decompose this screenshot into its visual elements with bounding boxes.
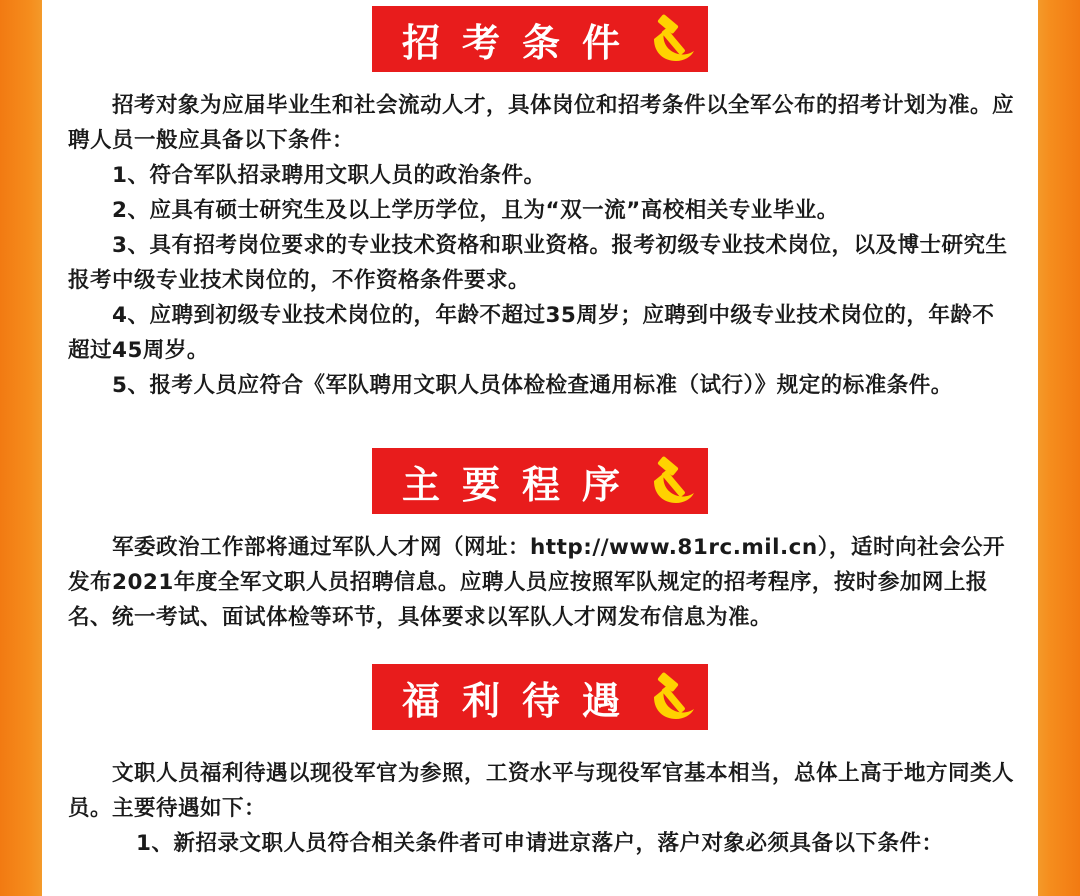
- hammer-sickle-icon: [646, 671, 698, 723]
- requirements-section: [68, 88, 1014, 403]
- list-item: 4、应聘到初级专业技术岗位的，年龄不超过35周岁；应聘到中级专业技术岗位的，年龄不超过45周岁。: [68, 303, 995, 363]
- section-banner-procedure: [372, 448, 708, 514]
- list-item: 2、应具有硕士研究生及以上学历学位，且为“双一流”高校相关专业毕业。: [112, 198, 839, 223]
- list-item: 5、报考人员应符合《军队聘用文职人员体检检查通用标准（试行）》规定的标准条件。: [112, 373, 953, 398]
- hammer-sickle-icon: [646, 455, 698, 507]
- procedure-section: [68, 530, 1014, 635]
- document-page: [42, 0, 1038, 896]
- hammer-sickle-icon: [646, 13, 698, 65]
- paragraph: 文职人员福利待遇以现役军官为参照，工资水平与现役军官基本相当，总体上高于地方同类人员。主要待遇如下：: [68, 761, 1015, 821]
- section-title: 福利待遇: [402, 678, 643, 723]
- benefits-section: [68, 756, 1014, 861]
- section-banner-requirements: [372, 6, 708, 72]
- section-banner-benefits: [372, 664, 708, 730]
- list-item: 1、新招录文职人员符合相关条件者可申请进京落户，落户对象必须具备以下条件：: [136, 831, 944, 856]
- section-title: 主要程序: [402, 462, 643, 507]
- list-item: 1、符合军队招录聘用文职人员的政治条件。: [112, 163, 546, 188]
- paragraph: 军委政治工作部将通过军队人才网（网址：http://www.81rc.mil.cn），适时向社会公开发布2021年度全军文职人员招聘信息。应聘人员应按照军队规定的招考程序，按时参加网上报名、统一考试、面试体检等环节，具体要求以军队人才网发布信息为准。: [68, 535, 1005, 630]
- paragraph: 招考对象为应届毕业生和社会流动人才，具体岗位和招考条件以全军公布的招考计划为准。应聘人员一般应具备以下条件：: [68, 93, 1015, 153]
- section-title: 招考条件: [402, 20, 643, 65]
- list-item: 3、具有招考岗位要求的专业技术资格和职业资格。报考初级专业技术岗位，以及博士研究生报考中级专业技术岗位的，不作资格条件要求。: [68, 233, 1008, 293]
